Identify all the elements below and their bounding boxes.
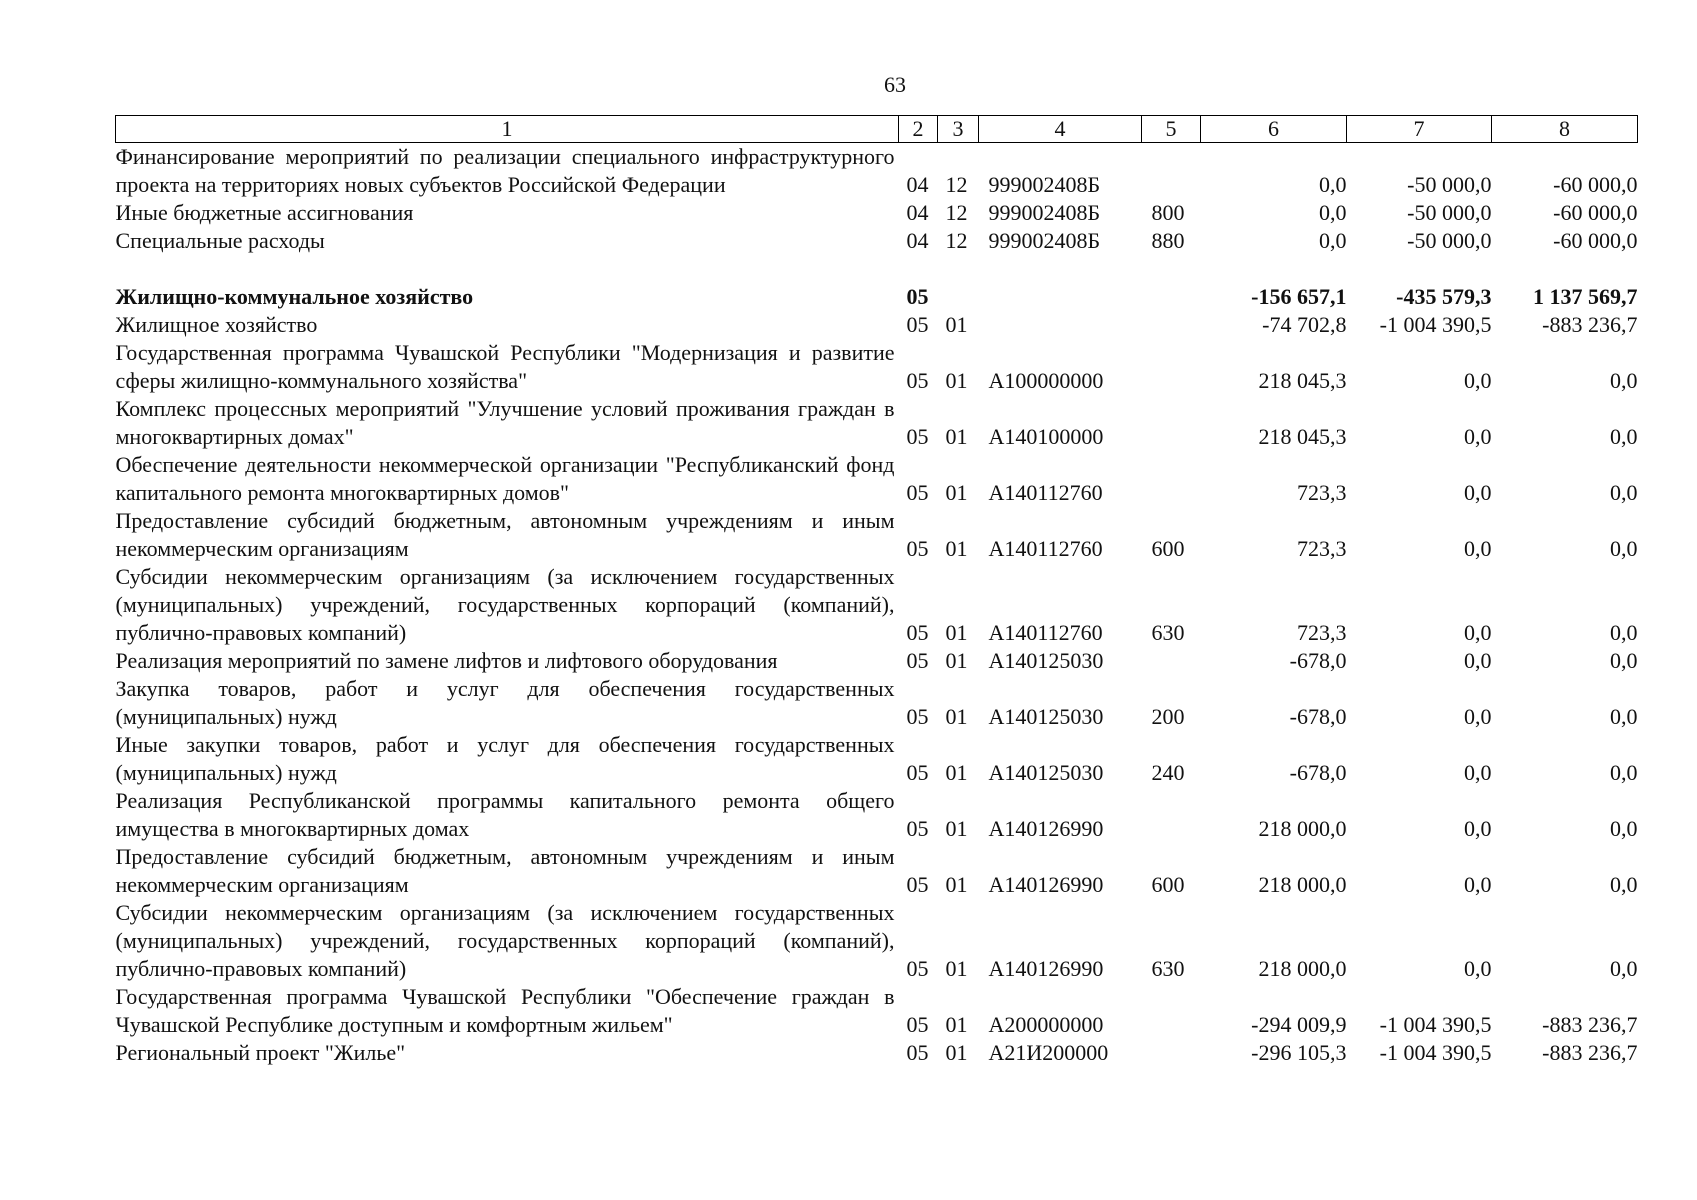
row-value-8: 0,0 — [1610, 648, 1638, 673]
table-row — [116, 787, 1638, 843]
row-subsection: 01 — [945, 536, 968, 561]
table-row — [116, 675, 1638, 731]
row-value-7: -1 004 390,5 — [1379, 312, 1492, 337]
table-row — [116, 507, 1638, 563]
row-value-6: -294 009,9 — [1251, 1012, 1347, 1037]
row-value-6: 723,3 — [1297, 536, 1347, 561]
table-row — [116, 143, 1638, 200]
row-expense-type — [1142, 451, 1201, 507]
row-name: Комплекс процессных мероприятий "Улучшение условий проживания граждан в многоквартирных домах" — [115, 396, 895, 449]
row-value-7: 0,0 — [1464, 956, 1492, 981]
row-value-7: 0,0 — [1464, 760, 1492, 785]
table-row — [116, 647, 1638, 675]
row-name: Реализация Республиканской программы капитального ремонта общего имущества в многоквартирных домах — [115, 788, 895, 841]
row-name: Субсидии некоммерческим организациям (за исключением государственных (муниципальных) учреждений, государственных корпораций (компаний), публично-правовых компаний) — [115, 900, 895, 981]
row-value-8: -60 000,0 — [1553, 200, 1638, 225]
page-number: 63 — [884, 72, 906, 97]
row-value-6: 218 000,0 — [1258, 816, 1347, 841]
row-value-6: -296 105,3 — [1251, 1040, 1347, 1065]
row-name: Жилищно-коммунальное хозяйство — [115, 284, 474, 309]
row-section: 05 — [906, 424, 929, 449]
row-section: 05 — [906, 648, 929, 673]
row-value-7: -1 004 390,5 — [1379, 1040, 1492, 1065]
row-value-6: 218 045,3 — [1258, 424, 1347, 449]
row-name: Государственная программа Чувашской Республики "Модернизация и развитие сферы жилищно-коммунального хозяйства" — [115, 340, 895, 393]
header-row — [116, 116, 1638, 143]
table-row — [116, 731, 1638, 787]
row-name: Иные закупки товаров, работ и услуг для обеспечения государственных (муниципальных) нужд — [115, 732, 895, 785]
row-subsection: 01 — [945, 704, 968, 729]
row-value-6: 0,0 — [1319, 172, 1347, 197]
row-target-code: А200000000 — [988, 1012, 1104, 1037]
row-value-6: 0,0 — [1319, 200, 1347, 225]
row-section: 05 — [906, 284, 929, 309]
row-subsection: 01 — [945, 480, 968, 505]
row-value-7: -50 000,0 — [1407, 200, 1492, 225]
row-expense-type: 240 — [1151, 760, 1185, 785]
row-expense-type: 600 — [1151, 872, 1185, 897]
row-value-6: -678,0 — [1289, 704, 1347, 729]
row-name: Закупка товаров, работ и услуг для обеспечения государственных (муниципальных) нужд — [115, 676, 895, 729]
row-name: Обеспечение деятельности некоммерческой организации "Республиканский фонд капитального ремонта многоквартирных домов" — [115, 452, 895, 505]
row-value-8: -883 236,7 — [1542, 312, 1638, 337]
row-section: 05 — [906, 536, 929, 561]
table-row — [116, 563, 1638, 647]
row-target-code: А140126990 — [988, 872, 1104, 897]
column-header-5: 5 — [1142, 116, 1201, 143]
row-subsection: 01 — [945, 872, 968, 897]
row-subsection: 01 — [945, 424, 968, 449]
row-section: 05 — [906, 620, 929, 645]
table-row — [116, 311, 1638, 339]
column-header-1: 1 — [116, 116, 899, 143]
row-target-code: А140112760 — [988, 480, 1103, 505]
row-value-7: 0,0 — [1464, 816, 1492, 841]
row-subsection: 12 — [945, 228, 968, 253]
row-value-8: -883 236,7 — [1542, 1012, 1638, 1037]
row-section: 05 — [906, 1040, 929, 1065]
spacer-cell — [116, 255, 1638, 283]
row-target-code: А140126990 — [988, 956, 1104, 981]
row-expense-type: 200 — [1151, 704, 1185, 729]
row-section: 05 — [906, 704, 929, 729]
row-value-6: 218 000,0 — [1258, 956, 1347, 981]
row-value-8: 0,0 — [1610, 704, 1638, 729]
row-section: 05 — [906, 816, 929, 841]
row-target-code: А140125030 — [988, 704, 1104, 729]
row-value-8: 0,0 — [1610, 536, 1638, 561]
row-expense-type: 630 — [1151, 620, 1185, 645]
row-target-code: А140100000 — [988, 424, 1104, 449]
row-target-code: А21И200000 — [988, 1040, 1109, 1065]
column-header-8: 8 — [1492, 116, 1638, 143]
row-name: Иные бюджетные ассигнования — [115, 200, 414, 225]
row-value-7: 0,0 — [1464, 620, 1492, 645]
row-expense-type — [1142, 983, 1201, 1039]
row-value-8: -60 000,0 — [1553, 172, 1638, 197]
row-value-6: 218 000,0 — [1258, 872, 1347, 897]
table-row — [116, 227, 1638, 255]
row-target-code: 999002408Б — [988, 172, 1101, 197]
table-row — [116, 395, 1638, 451]
row-value-8: -883 236,7 — [1542, 1040, 1638, 1065]
row-target-code: А140125030 — [988, 648, 1104, 673]
row-target-code — [979, 311, 1142, 339]
spacer-row — [116, 255, 1638, 283]
row-value-6: 0,0 — [1319, 228, 1347, 253]
table-row — [116, 843, 1638, 899]
row-expense-type — [1142, 1039, 1201, 1067]
row-value-8: 0,0 — [1610, 760, 1638, 785]
row-section: 05 — [906, 368, 929, 393]
row-section: 04 — [906, 228, 929, 253]
row-value-8: 0,0 — [1610, 956, 1638, 981]
row-section: 05 — [906, 312, 929, 337]
table-row — [116, 983, 1638, 1039]
row-subsection: 01 — [945, 620, 968, 645]
row-target-code — [979, 283, 1142, 311]
row-value-6: -74 702,8 — [1262, 312, 1347, 337]
column-header-4: 4 — [979, 116, 1142, 143]
row-expense-type: 880 — [1151, 228, 1185, 253]
row-expense-type — [1142, 283, 1201, 311]
row-subsection: 01 — [945, 312, 968, 337]
row-name: Субсидии некоммерческим организациям (за исключением государственных (муниципальных) учреждений, государственных корпораций (компаний), публично-правовых компаний) — [115, 564, 895, 645]
row-target-code: А100000000 — [988, 368, 1104, 393]
row-section: 05 — [906, 956, 929, 981]
row-expense-type: 630 — [1151, 956, 1185, 981]
row-value-7: 0,0 — [1464, 368, 1492, 393]
row-value-7: 0,0 — [1464, 536, 1492, 561]
row-subsection: 01 — [945, 1040, 968, 1065]
row-value-7: 0,0 — [1464, 872, 1492, 897]
row-section: 05 — [906, 1012, 929, 1037]
row-value-8: 0,0 — [1610, 368, 1638, 393]
row-name: Государственная программа Чувашской Республики "Обеспечение граждан в Чувашской Республике доступным и комфортным жильем" — [115, 984, 895, 1037]
row-expense-type — [1142, 647, 1201, 675]
column-header-7: 7 — [1347, 116, 1492, 143]
row-expense-type: 600 — [1151, 536, 1185, 561]
row-subsection — [938, 283, 979, 311]
row-subsection: 01 — [945, 956, 968, 981]
row-section: 04 — [906, 172, 929, 197]
row-expense-type — [1142, 339, 1201, 395]
row-value-6: -156 657,1 — [1251, 284, 1347, 309]
row-target-code: А140125030 — [988, 760, 1104, 785]
row-subsection: 12 — [945, 172, 968, 197]
row-subsection: 01 — [945, 648, 968, 673]
budget-table — [115, 115, 1638, 1067]
row-expense-type — [1142, 143, 1201, 200]
row-target-code: А140112760 — [988, 620, 1103, 645]
row-value-8: 1 137 569,7 — [1533, 284, 1638, 309]
row-value-8: 0,0 — [1610, 872, 1638, 897]
row-value-7: -50 000,0 — [1407, 172, 1492, 197]
row-value-8: 0,0 — [1610, 816, 1638, 841]
table-row — [116, 1039, 1638, 1067]
row-target-code: 999002408Б — [988, 228, 1101, 253]
row-subsection: 01 — [945, 760, 968, 785]
row-subsection: 01 — [945, 816, 968, 841]
column-header-3: 3 — [938, 116, 979, 143]
row-value-6: 723,3 — [1297, 480, 1347, 505]
row-value-6: 723,3 — [1297, 620, 1347, 645]
row-expense-type: 800 — [1151, 200, 1185, 225]
row-value-8: 0,0 — [1610, 620, 1638, 645]
row-section: 05 — [906, 480, 929, 505]
row-name: Жилищное хозяйство — [115, 312, 318, 337]
row-target-code: 999002408Б — [988, 200, 1101, 225]
row-name: Предоставление субсидий бюджетным, автономным учреждениям и иным некоммерческим организациям — [115, 508, 895, 561]
row-name: Специальные расходы — [115, 228, 325, 253]
row-target-code: А140126990 — [988, 816, 1104, 841]
row-subsection: 12 — [945, 200, 968, 225]
table-header — [116, 116, 1638, 143]
table-row — [116, 339, 1638, 395]
column-header-2: 2 — [899, 116, 938, 143]
row-expense-type — [1142, 787, 1201, 843]
row-value-7: -50 000,0 — [1407, 228, 1492, 253]
row-expense-type — [1142, 395, 1201, 451]
table-row — [116, 899, 1638, 983]
row-subsection: 01 — [945, 1012, 968, 1037]
table-body — [116, 143, 1638, 1068]
table-row — [116, 199, 1638, 227]
table-row — [116, 283, 1638, 311]
row-value-7: 0,0 — [1464, 480, 1492, 505]
row-value-8: 0,0 — [1610, 424, 1638, 449]
row-section: 05 — [906, 760, 929, 785]
row-target-code: А140112760 — [988, 536, 1103, 561]
row-section: 04 — [906, 200, 929, 225]
table-row — [116, 451, 1638, 507]
row-value-7: -435 579,3 — [1396, 284, 1492, 309]
row-name: Региональный проект "Жилье" — [115, 1040, 406, 1065]
row-name: Финансирование мероприятий по реализации специального инфраструктурного проекта на территориях новых субъектов Российской Федерации — [115, 144, 895, 197]
row-value-7: 0,0 — [1464, 704, 1492, 729]
column-header-6: 6 — [1201, 116, 1347, 143]
row-value-6: -678,0 — [1289, 760, 1347, 785]
row-value-6: 218 045,3 — [1258, 368, 1347, 393]
row-value-7: 0,0 — [1464, 648, 1492, 673]
row-subsection: 01 — [945, 368, 968, 393]
row-value-8: 0,0 — [1610, 480, 1638, 505]
row-section: 05 — [906, 872, 929, 897]
row-name: Предоставление субсидий бюджетным, автономным учреждениям и иным некоммерческим организациям — [115, 844, 895, 897]
row-value-7: 0,0 — [1464, 424, 1492, 449]
row-expense-type — [1142, 311, 1201, 339]
row-name: Реализация мероприятий по замене лифтов и лифтового оборудования — [115, 648, 778, 673]
row-value-6: -678,0 — [1289, 648, 1347, 673]
row-value-8: -60 000,0 — [1553, 228, 1638, 253]
row-value-7: -1 004 390,5 — [1379, 1012, 1492, 1037]
